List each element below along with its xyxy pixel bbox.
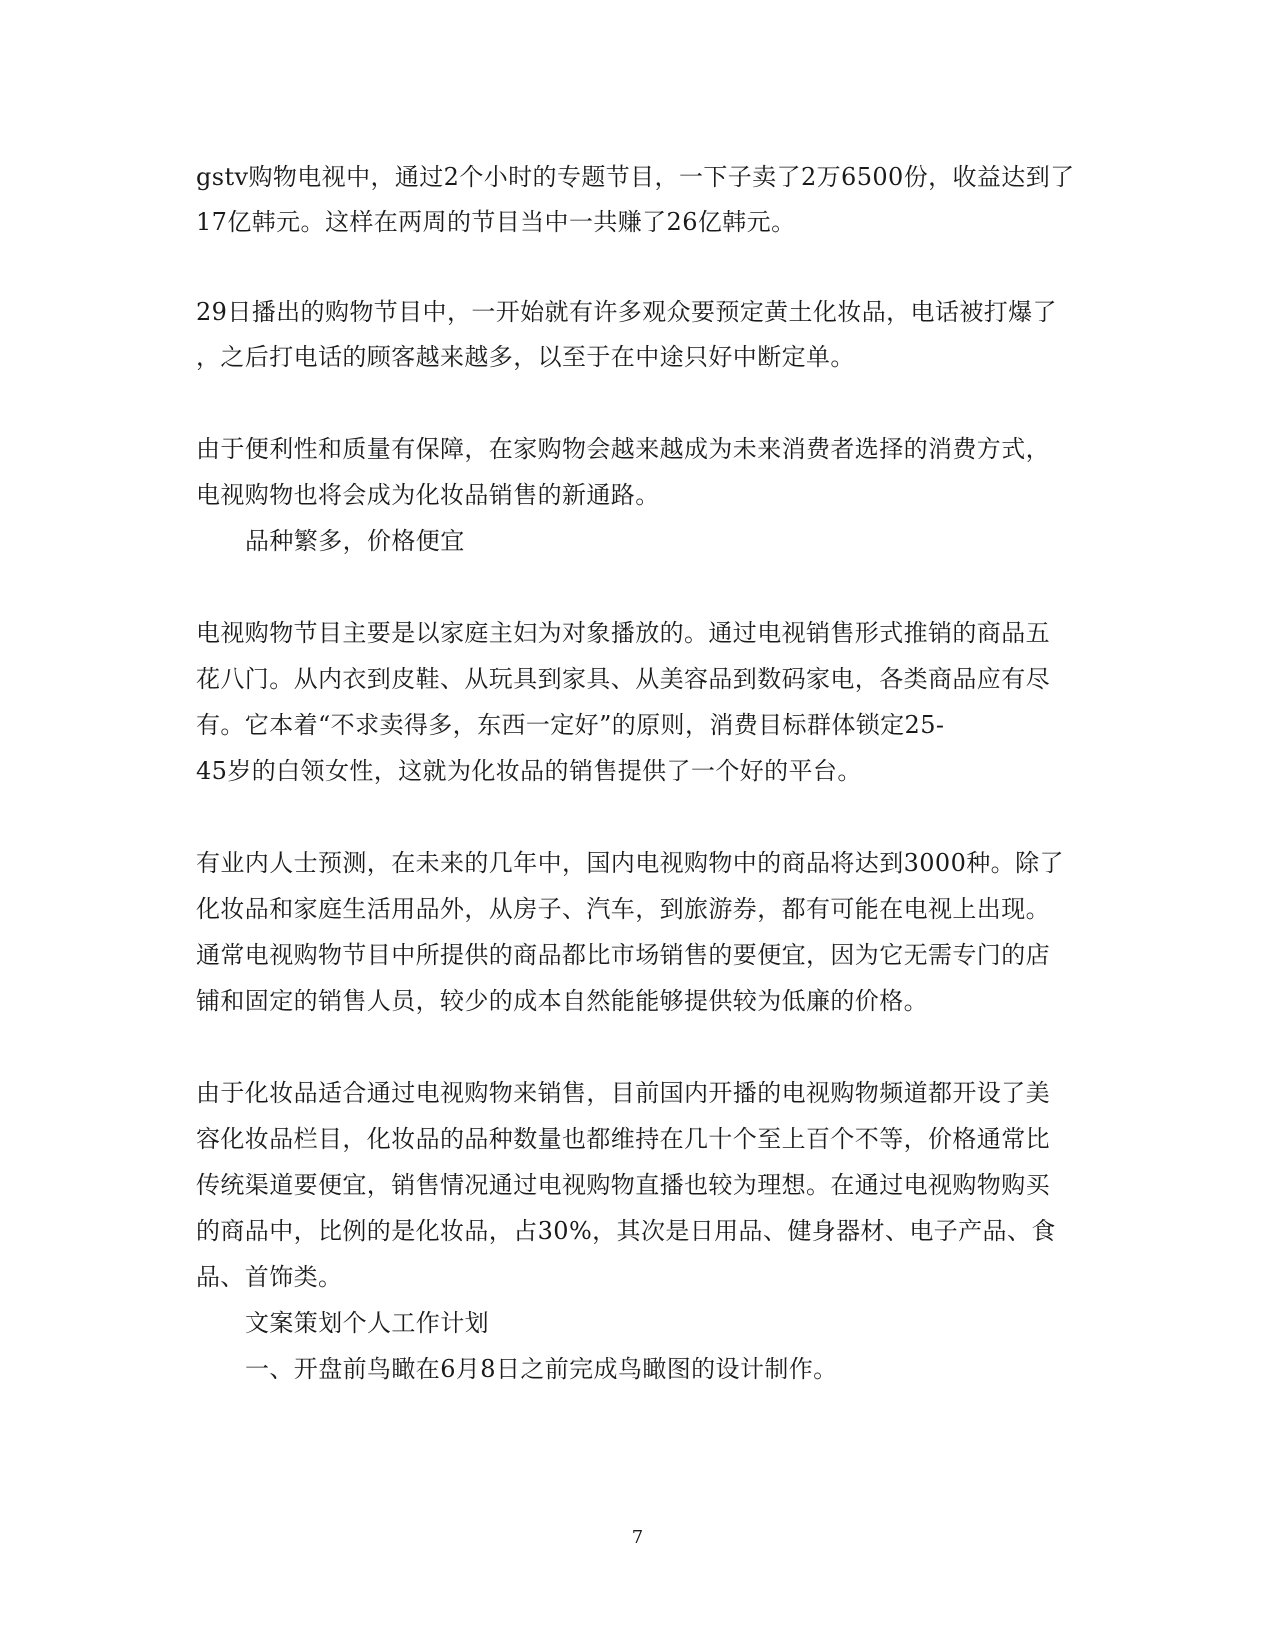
page-number: 7 [631,1527,644,1548]
paragraph-6-line-3: 传统渠道要便宜，销售情况通过电视购物直播也较为理想。在通过电视购物购买 [196,1171,1050,1199]
paragraph-2-line-2: ，之后打电话的顾客越来越多，以至于在中途只好中断定单。 [196,343,855,371]
paragraph-6-line-5: 品、首饰类。 [196,1263,343,1291]
paragraph-6-line-4: 的商品中，比例的是化妆品，占30%，其次是日用品、健身器材、电子产品、食 [196,1217,1056,1245]
section-heading-variety: 品种繁多，价格便宜 [245,527,465,555]
paragraph-6-line-1: 由于化妆品适合通过电视购物来销售，目前国内开播的电视购物频道都开设了美 [196,1079,1050,1107]
paragraph-2-line-1: 29日播出的购物节目中，一开始就有许多观众要预定黄土化妆品，电话被打爆了 [196,298,1057,326]
paragraph-1-line-1: gstv购物电视中，通过2个小时的专题节目，一下子卖了2万6500份，收益达到了 [196,163,1075,191]
paragraph-1-line-2: 17亿韩元。这样在两周的节目当中一共赚了26亿韩元。 [196,208,796,236]
paragraph-3-line-2: 电视购物也将会成为化妆品销售的新通路。 [196,481,660,509]
paragraph-5-line-3: 通常电视购物节目中所提供的商品都比市场销售的要便宜，因为它无需专门的店 [196,941,1050,969]
paragraph-4-line-4: 45岁的白领女性，这就为化妆品的销售提供了一个好的平台。 [196,757,862,785]
plan-item-1: 一、开盘前鸟瞰在6月8日之前完成鸟瞰图的设计制作。 [245,1355,838,1383]
paragraph-4-line-1: 电视购物节目主要是以家庭主妇为对象播放的。通过电视销售形式推销的商品五 [196,619,1050,647]
paragraph-5-line-1: 有业内人士预测，在未来的几年中，国内电视购物中的商品将达到3000种。除了 [196,849,1064,877]
paragraph-6-line-2: 容化妆品栏目，化妆品的品种数量也都维持在几十个至上百个不等，价格通常比 [196,1125,1050,1153]
paragraph-4-line-3: 有。它本着“不求卖得多，东西一定好”的原则，消费目标群体锁定25- [196,711,945,739]
section-heading-plan: 文案策划个人工作计划 [245,1309,489,1337]
paragraph-5-line-4: 铺和固定的销售人员，较少的成本自然能能够提供较为低廉的价格。 [196,987,928,1015]
paragraph-5-line-2: 化妆品和家庭生活用品外，从房子、汽车，到旅游券，都有可能在电视上出现。 [196,895,1050,923]
paragraph-4-line-2: 花八门。从内衣到皮鞋、从玩具到家具、从美容品到数码家电，各类商品应有尽 [196,665,1050,693]
paragraph-3-line-1: 由于便利性和质量有保障，在家购物会越来越成为未来消费者选择的消费方式， [196,435,1050,463]
